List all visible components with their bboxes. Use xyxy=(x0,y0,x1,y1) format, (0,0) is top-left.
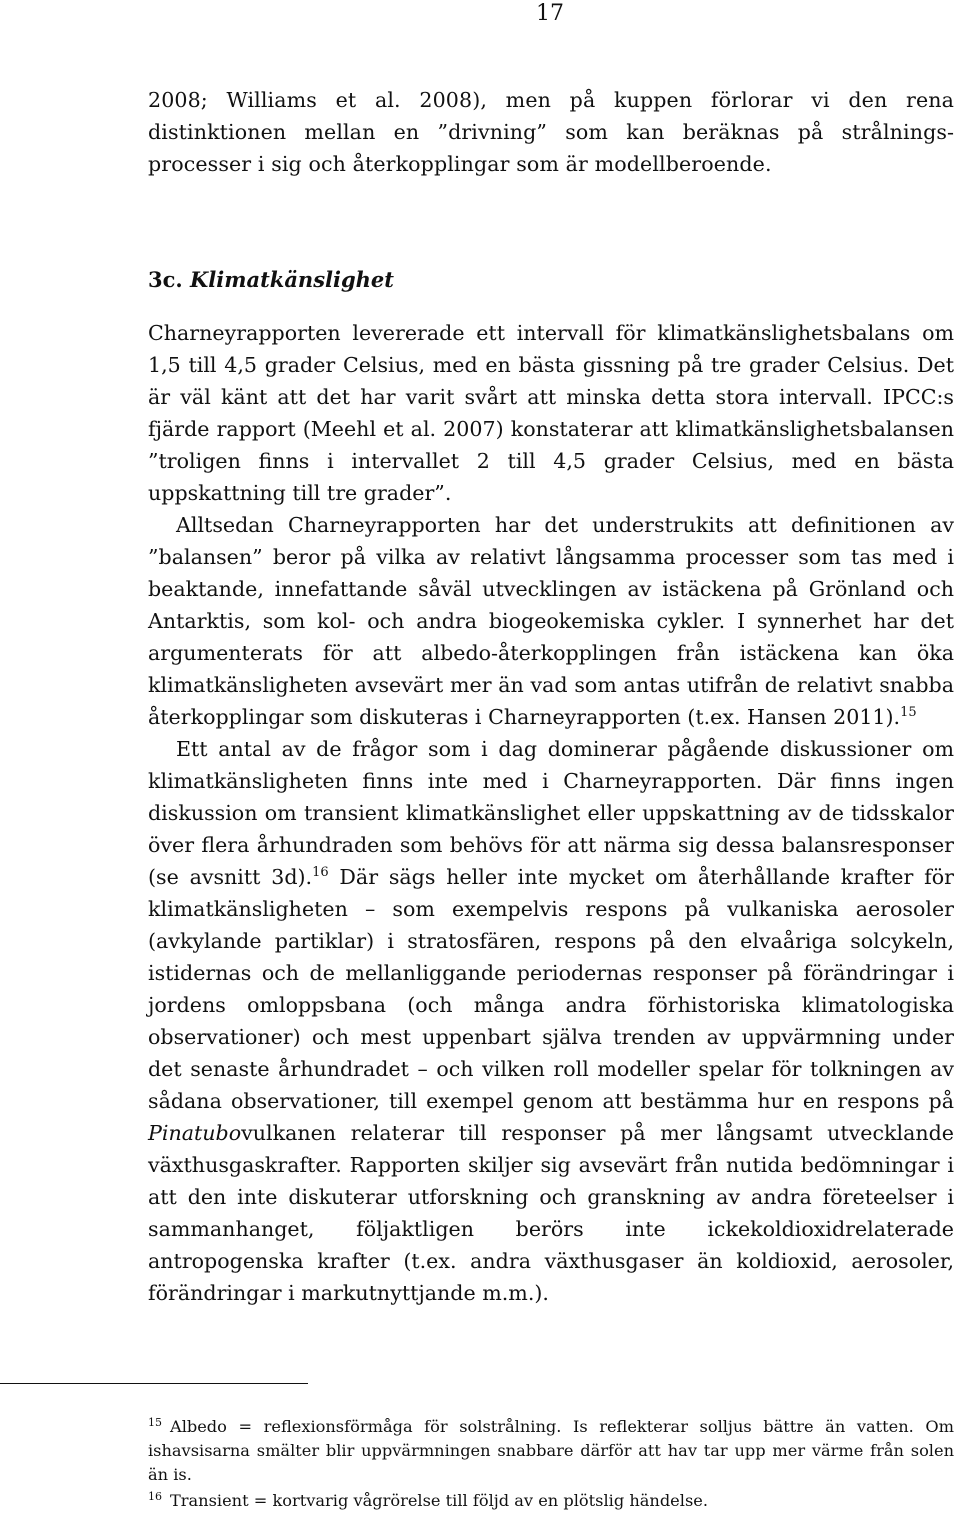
section-number: 3c. xyxy=(148,267,183,292)
footnote-number: 15 xyxy=(148,1416,162,1429)
page-number: 17 xyxy=(536,1,564,26)
footnote-separator xyxy=(0,1383,308,1384)
section-heading xyxy=(148,264,954,296)
footnote-ref-16: 16 xyxy=(312,865,329,880)
paragraph-text: Alltsedan Charneyrapporten har det understrukits att definitionen av ”balansen” beror på vilka av relativt långsamma processer som tas med i beaktande, innefattande såväl utvecklingen av istäckena på Grönland och Antarktis, som kol- och andra biogeokemiska cykler. I synnerhet har det argumenterats för att albedo-återkopplingen från istäckena kan öka klimatkänsligheten avsevärt mer än vad som antas utifrån de relativt snabba återkopplingar som diskuteras i Charneyrapporten (t.ex. Hansen 2011). xyxy=(148,513,954,729)
footnote-text: Transient = kortvarig vågrörelse till följd av en plötslig händelse. xyxy=(170,1491,708,1510)
footnote-ref-15: 15 xyxy=(900,705,917,720)
footnote-16 xyxy=(148,1489,954,1513)
footnote-number: 16 xyxy=(148,1490,162,1503)
paragraph-current-discussions xyxy=(148,733,954,1309)
footnote-15 xyxy=(148,1415,954,1487)
body-text xyxy=(148,84,954,1309)
paragraph-text: Där sägs heller inte mycket om återhållande krafter för klimatkänsligheten – som exempelvis respons på vulkaniska aerosoler (avkylande partiklar) i stratosfären, respons på den elvaåriga solcykeln, istidernas och de mellanliggande periodernas responser på förändringar i jordens omloppsbana (och många andra förhistoriska klimatologiska observationer) och mest uppenbart själva trenden av uppvärmning under det senaste århundradet – och vilken roll modeller spelar för tolkningen av sådana observationer, till exempel genom att bestämma hur en respons på xyxy=(148,865,954,1113)
footnote-text: Albedo = reflexionsförmåga för solstrålning. Is reflekterar solljus bättre än vatten. Om ishavsisarna smälter blir uppvärmningen snabbare därför att hav tar upp mer värme från solen än is. xyxy=(148,1417,954,1484)
paragraph-balance-definition xyxy=(148,509,954,733)
footnotes xyxy=(148,1415,954,1513)
paragraph-charney-interval: Charneyrapporten levererade ett intervall för klimatkänslighetsbalans om 1,5 till 4,5 grader Celsius, med en bästa gissning på tre grader Celsius. Det är väl känt att det har varit svårt att minska detta stora intervall. IPCC:s fjärde rapport (Meehl et al. 2007) konstaterar att klimatkänslighetsbalansen ”troligen finns i intervallet 2 till 4,5 grader Celsius, med en bästa uppskattning till tre grader”. xyxy=(148,321,954,505)
paragraph-text: Ett antal av de frågor som i dag dominerar pågående diskussioner om klimatkänsligheten finns inte med i Charneyrapporten. Där finns ingen diskussion om transient klimatkänslighet eller uppskattning av de tidsskalor över flera århundraden som behövs för att närma sig dessa balansresponser (se avsnitt 3d). xyxy=(148,737,954,889)
section-title: Klimatkänslighet xyxy=(190,267,394,292)
paragraph-text: vulkanen relaterar till responser på mer långsamt utvecklande växthusgaskrafter. Rapporten skiljer sig avsevärt från nutida bedömningar i att den inte diskuterar utforskning och granskning av andra företeelser i sammanhanget, följaktligen berörs inte ickekoldioxidrelaterade antropogenska krafter (t.ex. andra växthusgaser än koldioxid, aerosoler, förändringar i markutnyttjande m.m.). xyxy=(148,1121,954,1305)
italic-term: Pinatubo xyxy=(148,1121,242,1145)
paragraph-continuation: 2008; Williams et al. 2008), men på kuppen förlorar vi den rena distinktionen mellan en ”drivning” som kan beräknas på strålningsprocesser i sig och återkopplingar som är modellberoende. xyxy=(148,88,954,176)
